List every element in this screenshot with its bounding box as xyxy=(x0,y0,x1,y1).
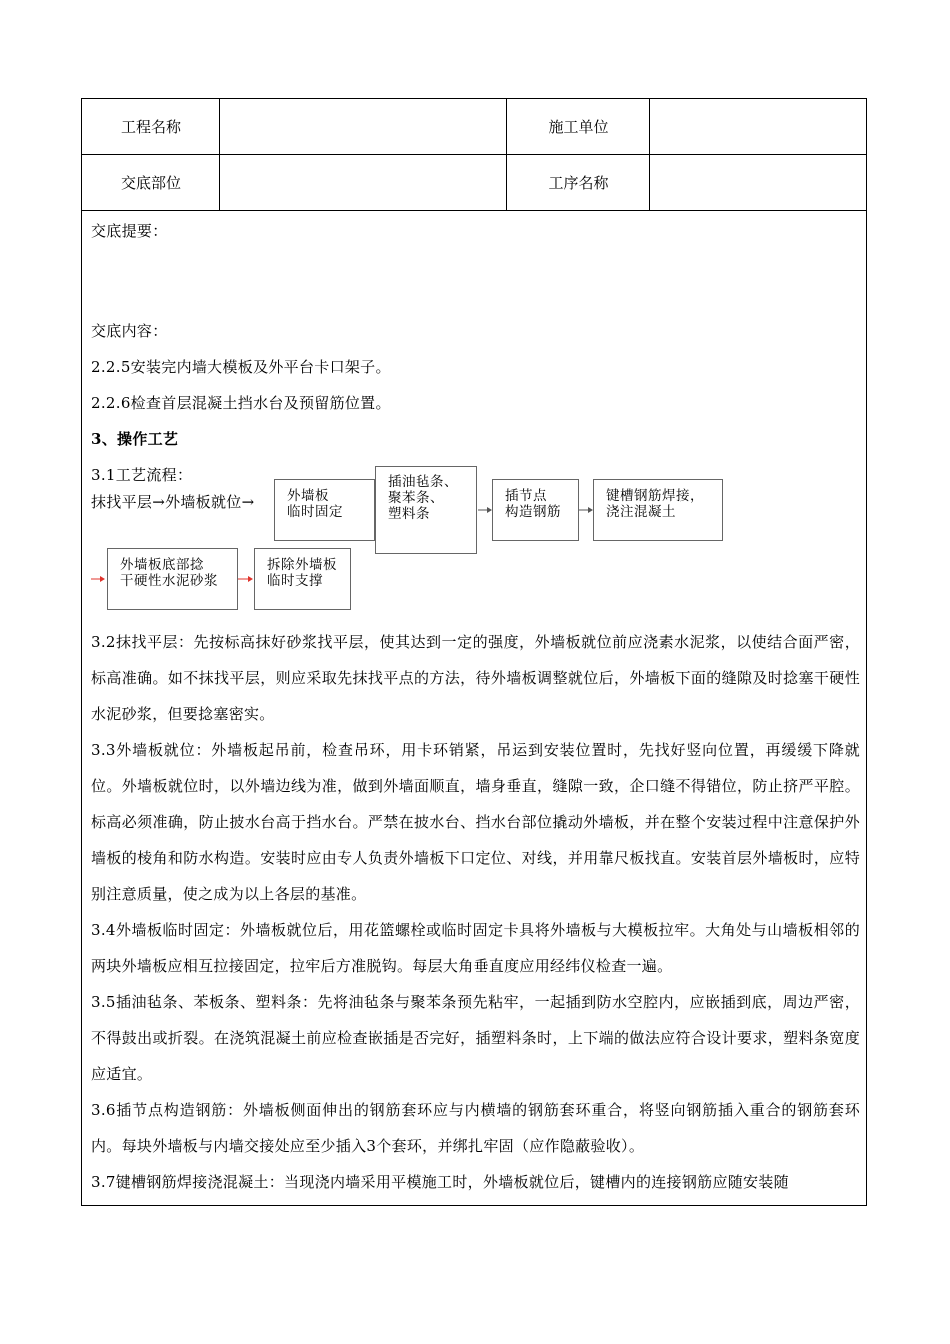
flow-arrow-red-icon xyxy=(238,574,253,584)
section-heading: 3、操作工艺 xyxy=(91,430,179,448)
paragraph-3-2: 3.2抹找平层：先按标高抹好砂浆找平层，使其达到一定的强度，外墙板就位前应浇素水泥浆，以使结合面严密，标高准确。如不抹找平层，则应采取先抹找平点的方法，待外墙板调整就位后，外墙板下面的缝隙及时捻塞干硬性水泥砂浆，但要捻塞密实。 xyxy=(91,633,860,723)
flow-box-temporary-fix: 外墙板 临时固定 xyxy=(274,479,375,541)
process-name-value[interactable] xyxy=(650,155,865,210)
construction-unit-label: 施工单位 xyxy=(548,118,609,136)
flow-box-weld-pour: 键槽钢筋焊接， 浇注混凝土 xyxy=(593,479,723,541)
header-row-2 xyxy=(82,155,866,211)
divider xyxy=(219,99,220,211)
flow-box-remove-support: 拆除外墙板 临时支撑 xyxy=(254,548,351,610)
summary-label: 交底提要： xyxy=(91,222,168,240)
project-name-label: 工程名称 xyxy=(120,118,181,136)
paragraph-3-5: 3.5插油毡条、苯板条、塑料条：先将油毡条与聚苯条预先粘牢，一起插到防水空腔内，应嵌插到底，周边严密，不得鼓出或折裂。在浇筑混凝土前应检查嵌插是否完好，插塑料条时，上下端的做法应符合设计要求，塑料条宽度应适宜。 xyxy=(91,993,860,1083)
item-2-2-6: 2.2.6检查首层混凝土挡水台及预留筋位置。 xyxy=(91,394,391,412)
divider xyxy=(506,99,507,211)
paragraph-3-4: 3.4外墙板临时固定：外墙板就位后，用花篮螺栓或临时固定卡具将外墙板与大模板拉牢。大角处与山墙板相邻的两块外墙板应相互拉接固定，拉牢后方准脱钩。每层大角垂直度应用经纬仪检查一遍。 xyxy=(91,921,860,975)
process-name-label: 工序名称 xyxy=(548,174,609,192)
flow-start-text: 抹找平层→外墙板就位→ xyxy=(91,493,255,511)
flow-arrow-icon xyxy=(579,505,593,515)
paragraph-3-3: 3.3外墙板就位：外墙板起吊前，检查吊环，用卡环销紧，吊运到安装位置时，先找好竖向位置，再缓缓下降就位。外墙板就位时，以外墙边线为准，做到外墙面顺直，墙身垂直，缝隙一致，企口缝不得错位，防止挤严平腔。标高必须准确，防止披水台高于挡水台。严禁在披水台、挡水台部位撬动外墙板，并在整个安装过程中注意保护外墙板的棱角和防水构造。安装时应由专人负责外墙板下口定位、对线，并用靠尺板找直。安装首层外墙板时，应特别注意质量，使之成为以上各层的基准。 xyxy=(91,741,860,903)
process-paragraphs xyxy=(91,624,860,1200)
briefing-form xyxy=(81,98,867,1206)
briefing-part-value[interactable] xyxy=(220,155,507,210)
divider xyxy=(649,99,650,211)
flow-arrow-red-icon xyxy=(91,574,105,584)
paragraph-3-6: 3.6插节点构造钢筋：外墙板侧面伸出的钢筋套环应与内横墙的钢筋套环重合，将竖向钢筋插入重合的钢筋套环内。每块外墙板与内墙交接处应至少插入3个套环，并绑扎牢固（应作隐蔽验收）。 xyxy=(91,1101,860,1155)
flow-arrow-icon xyxy=(478,505,492,515)
flow-box-node-rebar: 插节点 构造钢筋 xyxy=(492,479,579,541)
flow-title: 3.1工艺流程： xyxy=(91,466,193,484)
flow-box-caulk-mortar: 外墙板底部捻 干硬性水泥砂浆 xyxy=(107,548,238,610)
construction-unit-value[interactable] xyxy=(650,99,865,154)
briefing-part-label: 交底部位 xyxy=(120,174,181,192)
flow-box-insert-strips: 插油毡条、 聚苯条、 塑料条 xyxy=(375,466,477,554)
content-label: 交底内容： xyxy=(91,322,168,340)
project-name-value[interactable] xyxy=(220,99,507,154)
paragraph-3-7: 3.7键槽钢筋焊接浇混凝土：当现浇内墙采用平模施工时，外墙板就位后，键槽内的连接钢筋应随安装随 xyxy=(91,1173,789,1191)
header-row-1 xyxy=(82,99,866,155)
item-2-2-5: 2.2.5安装完内墙大模板及外平台卡口架子。 xyxy=(91,358,391,376)
